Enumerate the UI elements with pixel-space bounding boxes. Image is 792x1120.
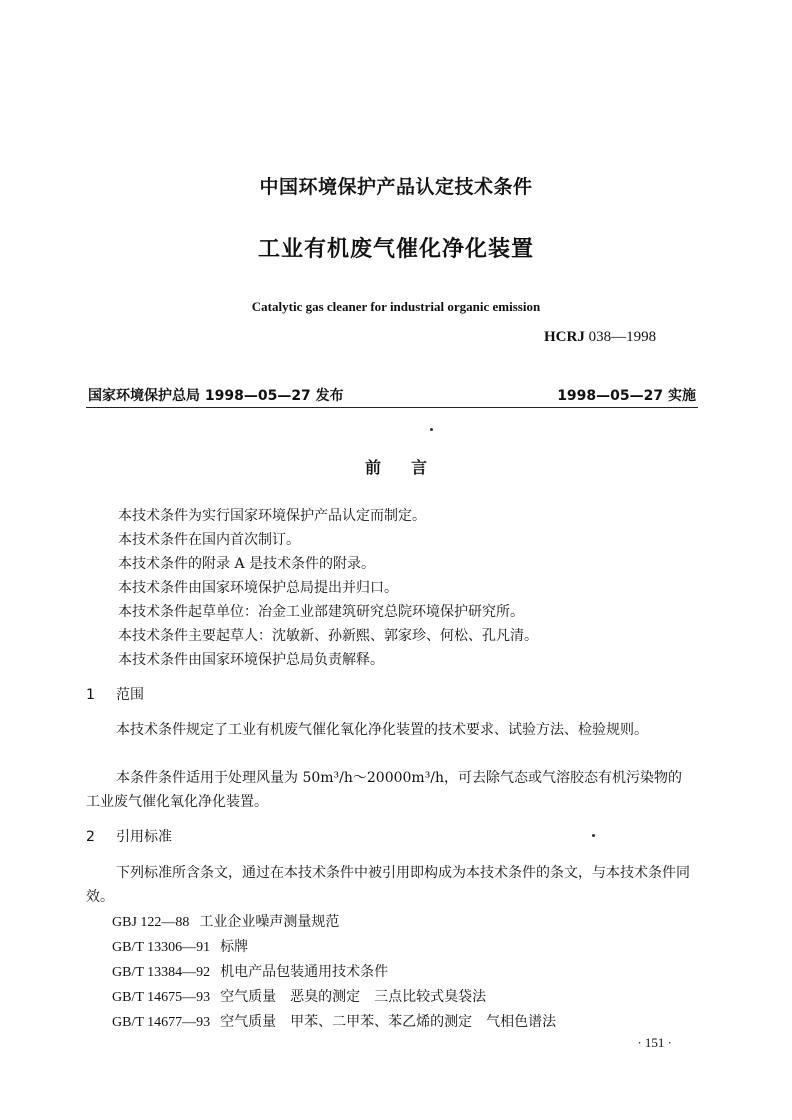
foreword-item: 本技术条件为实行国家环境保护产品认定而制定。: [118, 508, 426, 524]
reference-code: GB/T 14675—93: [112, 990, 211, 1005]
document-title-english: Catalytic gas cleaner for industrial organic emission: [251, 299, 541, 314]
scan-speck: [592, 834, 595, 837]
section-1-paragraph: 本条件条件适用于处理风量为 50m³/h～20000m³/h，可去除气态或气溶胶态有机污染物的工业废气催化氧化净化装置。: [86, 770, 683, 810]
reference-item: [112, 935, 702, 960]
foreword-list: [118, 504, 708, 672]
standard-code-number: 038—1998: [588, 329, 657, 345]
reference-code: GB/T 13384—92: [112, 965, 211, 980]
reference-title: 工业企业噪声测量规范: [199, 914, 340, 930]
foreword-item: 本技术条件由国家环境保护总局负责解释。: [118, 652, 384, 668]
foreword-item: 本技术条件的附录 A 是技术条件的附录。: [118, 556, 376, 572]
reference-list: [112, 910, 702, 1035]
reference-item: [112, 960, 702, 985]
section-number: 2: [86, 829, 95, 845]
issue-date: 国家环境保护总局 1998—05—27 发布: [88, 388, 344, 404]
reference-title: 机电产品包装通用技术条件: [220, 964, 389, 980]
reference-item: [112, 910, 702, 935]
foreword-item: 本技术条件在国内首次制订。: [118, 532, 300, 548]
section-1-paragraph: 本技术条件规定了工业有机废气催化氧化净化装置的技术要求、试验方法、检验规则。: [116, 722, 648, 738]
foreword-item: 本技术条件由国家环境保护总局提出并归口。: [118, 580, 398, 596]
standard-code-prefix: HCRJ: [544, 329, 585, 345]
reference-title: 空气质量 甲苯、二甲苯、苯乙烯的测定 气相色谱法: [220, 1014, 557, 1030]
section-title: 范围: [116, 687, 144, 703]
header-divider: [86, 407, 698, 408]
section-2-paragraph: 下列标准所含条文，通过在本技术条件中被引用即构成为本技术条件的条文，与本技术条件同效。: [86, 865, 690, 905]
section-title: 引用标准: [116, 829, 172, 845]
foreword-item: 本技术条件起草单位：冶金工业部建筑研究总院环境保护研究所。: [118, 604, 524, 620]
document-title: 工业有机废气催化净化装置: [257, 237, 534, 262]
page-number: · 151 ·: [637, 1035, 672, 1050]
effective-date: 1998—05—27 实施: [557, 388, 696, 404]
reference-item: [112, 1010, 702, 1035]
scan-speck: [430, 428, 433, 431]
section-1-heading: [86, 684, 144, 704]
reference-code: GB/T 14677—93: [112, 1015, 211, 1030]
section-number: 1: [86, 687, 95, 703]
reference-item: [112, 985, 702, 1010]
reference-title: 标牌: [220, 939, 249, 955]
reference-code: GBJ 122—88: [112, 915, 190, 930]
reference-title: 空气质量 恶臭的测定 三点比较式臭袋法: [220, 989, 487, 1005]
reference-code: GB/T 13306—91: [112, 940, 211, 955]
standard-series-title: 中国环境保护产品认定技术条件: [259, 176, 533, 198]
section-2-heading: [86, 826, 172, 846]
standard-code: [544, 329, 656, 346]
foreword-item: 本技术条件主要起草人：沈敏新、孙新熙、郭家珍、何松、孔凡清。: [118, 628, 538, 644]
foreword-heading: 前言: [364, 458, 457, 477]
